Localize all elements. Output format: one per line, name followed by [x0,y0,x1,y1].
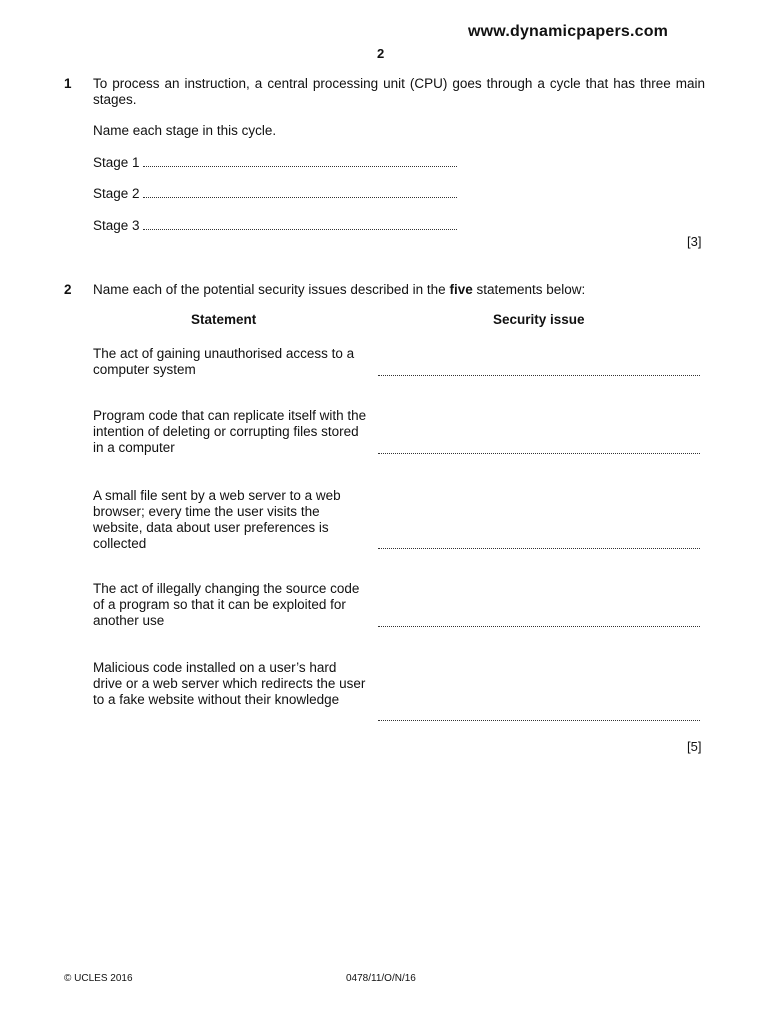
stage-2-row [93,186,457,202]
footer-paper-code: 0478/11/O/N/16 [346,973,416,984]
question-2-marks: [5] [687,739,702,754]
website-url: www.dynamicpapers.com [468,23,669,40]
security-issue-1-answer-line[interactable] [378,374,700,376]
statement-2: Program code that can replicate itself with the intention of deleting or corrupting files stored in a computer [93,408,367,455]
question-2-prompt-emphasis: five [449,282,473,297]
statement-4: The act of illegally changing the source code of a program so that it can be exploited for another use [93,581,360,628]
question-1-number: 1 [64,76,72,91]
security-issue-2-answer-line[interactable] [378,452,700,454]
column-header-statement: Statement [191,312,257,327]
question-2-prompt-start: Name each of the potential security issues described in the [93,282,450,297]
statement-5: Malicious code installed on a user’s hard drive or a web server which redirects the user to a fake website without their knowledge [93,660,366,707]
question-1-instruction: Name each stage in this cycle. [93,123,277,138]
stage-3-row [93,218,457,234]
security-issue-3-answer-line[interactable] [378,547,700,549]
security-issue-5-answer-line[interactable] [378,719,700,721]
stage-1-label: Stage 1 [93,155,140,170]
question-2-prompt-end: statements below: [472,282,586,297]
question-1-intro: To process an instruction, a central processing unit (CPU) goes through a cycle that has three main stages. [93,76,705,107]
question-1-marks: [3] [687,234,702,249]
stage-3-label: Stage 3 [93,218,140,233]
stage-1-row [93,155,457,171]
stage-2-answer-line[interactable] [143,187,457,198]
security-issue-4-answer-line[interactable] [378,625,700,627]
statement-3: A small file sent by a web server to a web browser; every time the user visits the website, data about user preferences is collected [93,488,341,551]
stage-1-answer-line[interactable] [143,156,457,167]
question-2-prompt [93,282,585,298]
question-2-number: 2 [64,282,72,297]
stage-2-label: Stage 2 [93,186,140,201]
stage-3-answer-line[interactable] [143,219,457,230]
page-number: 2 [377,46,385,61]
footer-copyright: © UCLES 2016 [64,973,133,984]
statement-1: The act of gaining unauthorised access to a computer system [93,346,355,377]
column-header-security-issue: Security issue [493,312,585,327]
